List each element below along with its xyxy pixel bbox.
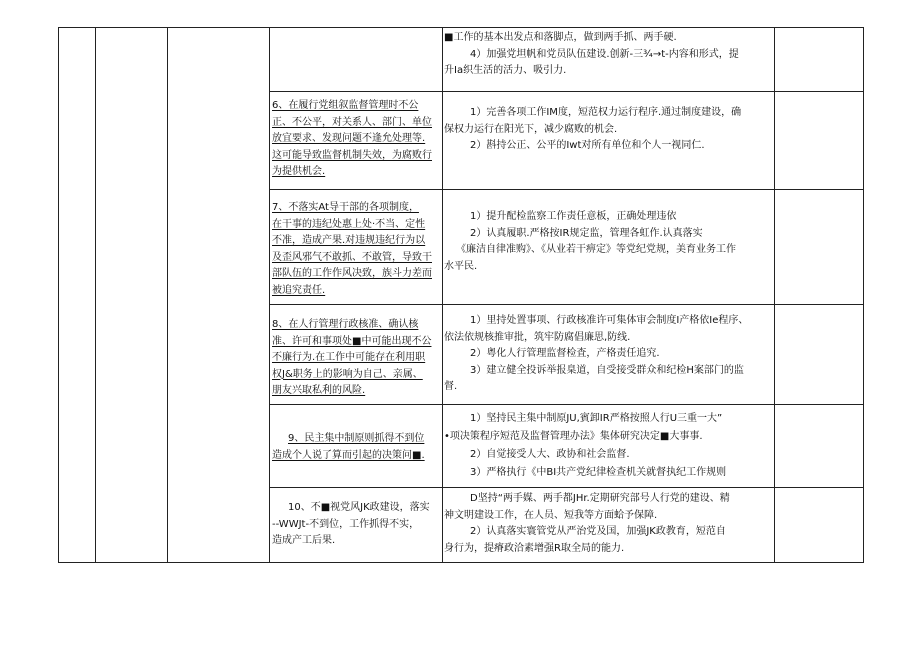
measures-cell	[444, 105, 772, 155]
risk-line: 正、不公平，对关系人、部门、单位	[272, 116, 432, 128]
risk-line: 在干事的违纪处惠上处·不当、定性	[272, 218, 426, 230]
measures-cell	[444, 491, 772, 557]
risk-line: 朋友兴取私利的风险.	[272, 385, 366, 396]
risk-cell	[272, 431, 442, 464]
measure-line: 2）粤化人行管理监督检査，产格责任追究.	[470, 348, 660, 359]
row-divider	[269, 487, 864, 488]
risk-line: 被追究责任.	[272, 284, 326, 296]
risk-line: 准、许可和事项处■中可能出现不公	[272, 335, 432, 347]
measure-line: 1）完善各项工作IM度，短范权力运行程序.通过制度建设，确	[470, 107, 742, 118]
table-border-bottom	[58, 562, 864, 563]
measure-line: D坚持“两手媒、两手都JHr.定期研究部号人行党的建设、精	[470, 493, 730, 504]
column-divider-3	[269, 27, 270, 563]
risk-line: 及歪风邪气不敢抓、不敢管，导致干	[272, 251, 432, 263]
measure-line: 升Ia织生活的活力、吸引力.	[444, 65, 567, 76]
table-border-left	[58, 27, 59, 563]
measure-line: 依法依规核推审批，筑牢防腐倡廉思,防线.	[444, 331, 631, 343]
measure-line: 水平民.	[444, 260, 478, 272]
column-divider-4	[442, 27, 443, 563]
measure-line: 1）里持处置事项、行政核准许可集体审会制度I产格依Ie程序、	[470, 315, 749, 326]
risk-cell	[272, 98, 442, 181]
measure-line: 身行为，提瘠政洽素增强R取全局的能力.	[444, 542, 625, 554]
measure-line: 2）自觉接受人大、政协和社会监督.	[470, 449, 630, 460]
table-border-top	[58, 27, 864, 28]
risk-line: --WWJt-不到位，工作抓得不实，	[272, 518, 420, 530]
measure-line: 1）坚持民主集中制原JU,賓卸IR严格按照人行U三重一大”	[470, 413, 723, 424]
measure-line: •项决策程序短范及监督管理办法》集体研究决定■大事事.	[444, 431, 703, 442]
risk-line: 8、在人行管理行政核准、确认核	[272, 319, 419, 330]
risk-line: 造成个人说了算而引起的决策问■.	[272, 449, 425, 461]
measure-line: ■工作的基本出发点和落脚点，做到两手抓、两手硬.	[444, 32, 677, 43]
row-divider	[269, 304, 864, 305]
risk-cell	[272, 500, 442, 550]
measure-line: 保权力运行在阳光下，减少腐败的机会.	[444, 123, 618, 135]
risk-line: 这可能导致监督机制失效，为腐败行	[272, 149, 432, 161]
risk-line: 9、民主集中制原则抓得不到位	[288, 433, 425, 444]
measure-line: 3）严格执行《中BI共产党纪律检查机关就督执纪工作规则	[470, 467, 727, 478]
column-divider-5	[774, 27, 775, 563]
table-border-right	[863, 27, 864, 563]
measure-line: 《廉洁自律准购》、《从业若干痹定》等党纪党规，美育业务工作	[456, 244, 736, 255]
measure-line: 神文明建设工作，在人员、短我等方面蛤予保障.	[444, 509, 658, 521]
risk-line: 10、不■视党风JK政建设，落实	[288, 502, 430, 513]
risk-line: 7、不落实At导干部的各项制度，	[272, 202, 419, 213]
risk-line: 部队伍的工作作风决致，族斗力差而	[272, 268, 432, 279]
row-divider	[269, 404, 864, 405]
measure-line: 督.	[444, 381, 458, 392]
measure-line: 2）认真履职.严格按IR规定监，管理各虹作.认真落实	[470, 227, 703, 239]
measure-line: 2）斟持公正、公平的Iwt对所有单位和个人一视同仁.	[470, 140, 705, 151]
risk-line: 造成产工后果.	[272, 535, 336, 546]
measures-cell	[444, 410, 772, 482]
measure-line: 1）提升配检监察工作责任意板，正确处理违依	[470, 211, 677, 222]
measure-line: 4）加强党坦帆和党员队伍建设.创新-三¾→t-内容和形式，提	[470, 48, 739, 60]
measure-line: 2）认真落实寰管党从严治党及国，加强JK政教育，短范自	[470, 526, 726, 537]
risk-line: 6、在履行党组叙监督管理时不公	[272, 100, 419, 111]
column-divider-2	[167, 27, 168, 563]
measures-cell	[444, 313, 772, 396]
measures-cell	[444, 209, 772, 275]
risk-line: 不廉行为.在工作中可能存在利用职	[272, 352, 426, 363]
risk-line: 不准，造成产果.对违规违纪行为以	[272, 235, 426, 246]
row-divider	[269, 91, 864, 92]
risk-line: 为提供机会.	[272, 166, 326, 177]
risk-line: 放宜要求、发现问题不逢允处理等.	[272, 133, 426, 144]
measure-line: 3）建立健全投诉举报臬道，自受接受群众和纪检H案部门的监	[470, 364, 744, 376]
column-divider-1	[95, 27, 96, 563]
measures-cell	[444, 30, 772, 80]
risk-cell	[272, 317, 442, 400]
risk-cell	[272, 200, 442, 299]
row-divider	[269, 189, 864, 190]
risk-line: 权J&职务上的影响为自己、亲属、	[272, 368, 423, 380]
